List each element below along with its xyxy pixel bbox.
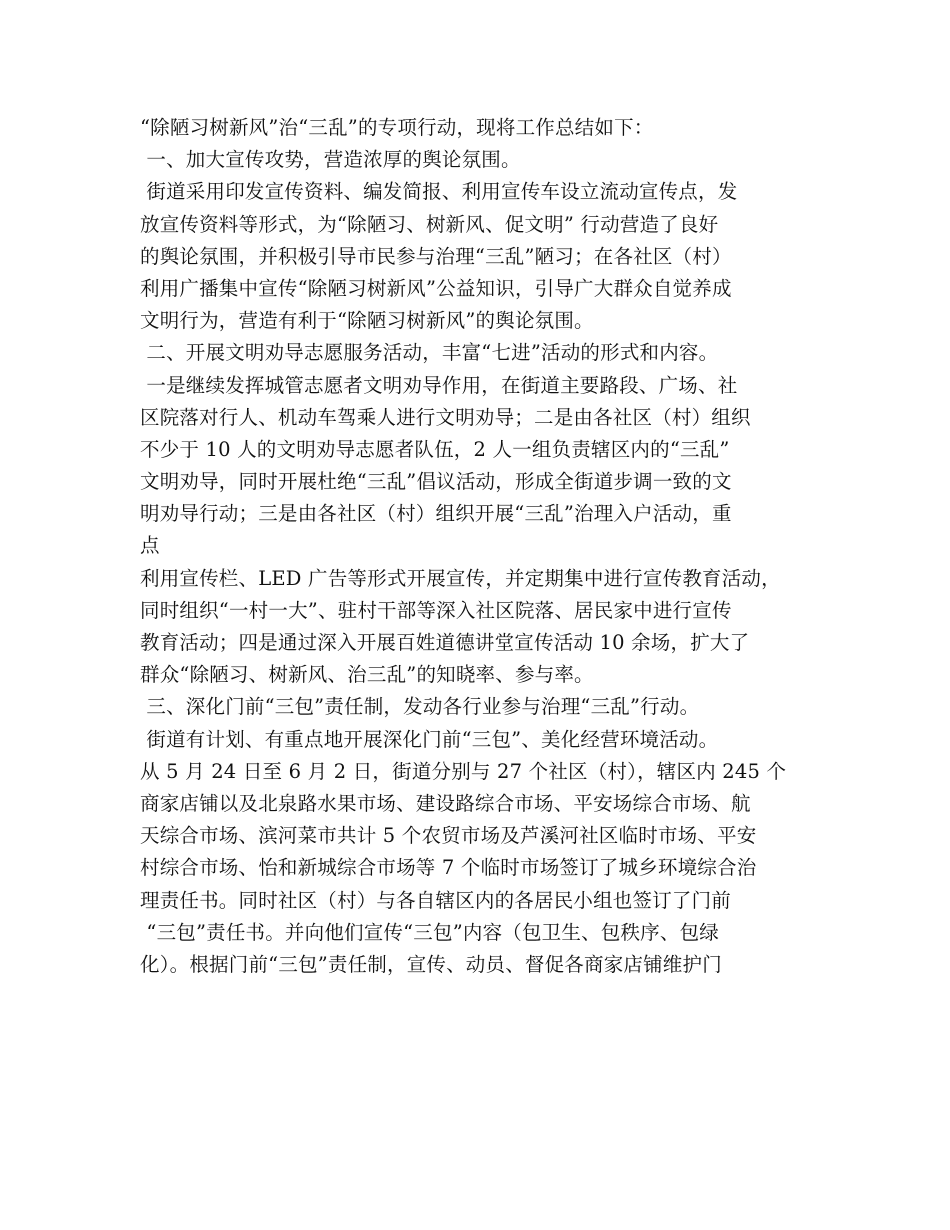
text-line: 从 5 月 24 日至 6 月 2 日，街道分别与 27 个社区（村），辖区内 245 个 — [140, 759, 787, 783]
text-line: 街道采用印发宣传资料、编发简报、利用宣传车设立流动宣传点，发 — [140, 180, 738, 204]
text-line: 商家店铺以及北泉路水果市场、建设路综合市场、平安场综合市场、航 — [140, 791, 751, 815]
text-line: 街道有计划、有重点地开展深化门前“三包”、美化经营环境活动。 — [140, 727, 719, 751]
text-line: 区院落对行人、机动车驾乘人进行文明劝导；二是由各社区（村）组织 — [140, 405, 751, 429]
text-line: 一是继续发挥城管志愿者文明劝导作用，在街道主要路段、广场、社 — [140, 373, 738, 397]
text-line: 化）。根据门前“三包”责任制，宣传、动员、督促各商家店铺维护门 — [140, 952, 722, 976]
text-line: 群众“除陋习、树新风、治三乱”的知晓率、参与率。 — [140, 663, 594, 687]
text-line: 教育活动；四是通过深入开展百姓道德讲堂宣传活动 10 余场，扩大了 — [140, 631, 750, 654]
text-line: 不少于 10 人的文明劝导志愿者队伍，2 人一组负责辖区内的“三乱” — [140, 437, 730, 461]
text-line: 点 — [140, 534, 160, 558]
text-line: 文明劝导，同时开展杜绝“三乱”倡议活动，形成全街道步调一致的文 — [140, 470, 732, 494]
text-line: “三包”责任书。并向他们宣传“三包”内容（包卫生、包秩序、包绿 — [140, 920, 719, 944]
section-heading: 三、深化门前“三包”责任制，发动各行业参与治理“三乱”行动。 — [140, 695, 700, 719]
text-line: 同时组织“一村一大”、驻村干部等深入社区院落、居民家中进行宣传 — [140, 598, 732, 622]
text-line: 利用宣传栏、LED 广告等形式开展宣传，并定期集中进行宣传教育活动， — [140, 566, 781, 590]
text-line: 天综合市场、滨河菜市共计 5 个农贸市场及芦溪河社区临时市场、平安 — [140, 824, 757, 848]
text-line: 理责任书。同时社区（村）与各自辖区内的各居民小组也签订了门前 — [140, 888, 732, 912]
text-line: 放宣传资料等形式，为“除陋习、树新风、促文明” 行动营造了良好 — [140, 212, 719, 236]
text-line: 利用广播集中宣传“除陋习树新风”公益知识，引导广大群众自觉养成 — [140, 276, 732, 300]
text-line: “除陋习树新风”治“三乱”的专项行动，现将工作总结如下： — [140, 116, 654, 139]
text-line: 的舆论氛围，并积极引导市民参与治理“三乱”陋习；在各社区（村） — [140, 244, 732, 268]
text-line: 明劝导行动；三是由各社区（村）组织开展“三乱”治理入户活动，重 — [140, 502, 732, 526]
section-heading: 二、开展文明劝导志愿服务活动，丰富“七进”活动的形式和内容。 — [140, 341, 719, 365]
text-line: 文明行为，营造有利于“除陋习树新风”的舆论氛围。 — [140, 309, 594, 333]
section-heading: 一、加大宣传攻势，营造浓厚的舆论氛围。 — [140, 148, 521, 172]
document-body — [140, 112, 830, 981]
text-line: 村综合市场、怡和新城综合市场等 7 个临时市场签订了城乡环境综合治 — [140, 856, 757, 880]
